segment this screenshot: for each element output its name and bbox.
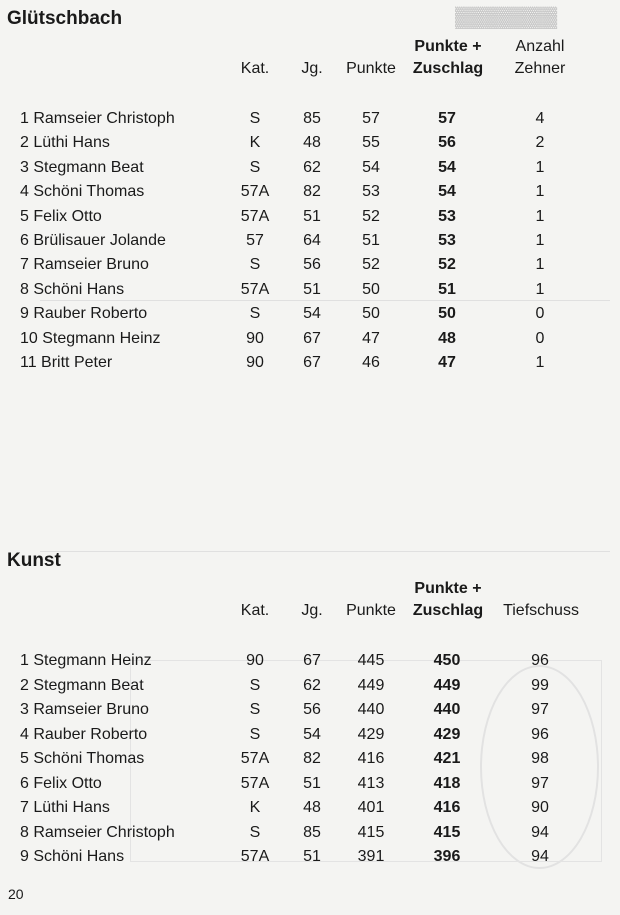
cell-jg: 51 xyxy=(303,280,321,298)
cell-kat: S xyxy=(249,158,261,176)
cell-zuschlag: 54 xyxy=(438,183,456,201)
cell-name: 10 Stegmann Heinz xyxy=(20,329,161,347)
cell-punkte: 429 xyxy=(357,725,385,743)
cell-name: 5 Felix Otto xyxy=(20,207,102,225)
cell-kat: K xyxy=(249,799,261,816)
cell-kat: S xyxy=(249,110,261,127)
section-title-gluetschbach: Glütschbach xyxy=(7,8,123,29)
cell-jg: 85 xyxy=(303,110,321,127)
cell-jg: 67 xyxy=(303,329,321,347)
cell-last: 1 xyxy=(535,354,545,371)
header-kat: Kat. xyxy=(240,602,270,619)
cell-kat: S xyxy=(249,256,261,274)
cell-punkte: 445 xyxy=(357,652,385,669)
cell-last: 4 xyxy=(535,110,545,127)
cell-kat: 90 xyxy=(246,354,264,371)
cell-jg: 62 xyxy=(303,158,321,176)
cell-last: 94 xyxy=(531,848,549,865)
cell-jg: 67 xyxy=(303,652,321,669)
cell-zuschlag: 54 xyxy=(438,158,456,176)
cell-last: 1 xyxy=(535,158,545,176)
cell-jg: 54 xyxy=(303,725,321,743)
cell-kat: S xyxy=(249,701,261,718)
cell-jg: 56 xyxy=(303,701,321,718)
cell-name: 6 Brülisauer Jolande xyxy=(20,232,166,249)
cell-jg: 82 xyxy=(303,750,321,767)
header-punkte: Punkte xyxy=(346,602,396,619)
cell-zuschlag: 50 xyxy=(438,305,456,323)
cell-kat: S xyxy=(249,676,261,694)
cell-jg: 51 xyxy=(303,848,321,865)
cell-zuschlag: 418 xyxy=(433,774,461,792)
cell-name: 1 Ramseier Christoph xyxy=(20,110,175,127)
cell-punkte: 416 xyxy=(357,750,385,767)
cell-kat: 57A xyxy=(240,750,270,767)
cell-name: 7 Lüthi Hans xyxy=(20,799,110,816)
cell-jg: 62 xyxy=(303,676,321,694)
cell-punkte: 47 xyxy=(362,329,380,347)
cell-kat: S xyxy=(249,823,261,841)
cell-name: 7 Ramseier Bruno xyxy=(20,256,149,274)
header-jg: Jg. xyxy=(301,602,323,619)
cell-zuschlag: 47 xyxy=(438,354,456,371)
cell-zuschlag: 415 xyxy=(433,823,461,841)
cell-name: 3 Stegmann Beat xyxy=(20,158,144,176)
cell-last: 96 xyxy=(531,725,549,743)
cell-punkte: 401 xyxy=(357,799,385,816)
cell-punkte: 391 xyxy=(357,848,385,865)
cell-jg: 51 xyxy=(303,207,321,225)
cell-last: 90 xyxy=(531,799,549,816)
cell-name: 2 Stegmann Beat xyxy=(20,676,144,694)
cell-zuschlag: 48 xyxy=(438,329,456,347)
cell-jg: 48 xyxy=(303,134,321,152)
cell-zuschlag: 416 xyxy=(433,799,461,816)
cell-last: 1 xyxy=(535,256,545,274)
cell-name: 5 Schöni Thomas xyxy=(20,750,145,767)
cell-last: 2 xyxy=(535,134,545,152)
header-kat: Kat. xyxy=(240,60,270,77)
cell-zuschlag: 396 xyxy=(433,848,461,865)
cell-name: 4 Rauber Roberto xyxy=(20,725,148,743)
cell-punkte: 50 xyxy=(362,280,380,298)
header-zuschlag-line1: Punkte + xyxy=(414,38,482,55)
cell-last: 0 xyxy=(535,305,545,323)
cell-last: 1 xyxy=(535,207,545,225)
cell-kat: 57A xyxy=(240,774,270,792)
cell-name: 9 Schöni Hans xyxy=(20,848,125,865)
cell-punkte: 53 xyxy=(362,183,380,201)
cell-last: 1 xyxy=(535,183,545,201)
cell-name: 6 Felix Otto xyxy=(20,774,102,792)
page-number: 20 xyxy=(8,886,24,902)
cell-zuschlag: 52 xyxy=(438,256,456,274)
cell-name: 8 Ramseier Christoph xyxy=(20,823,175,841)
cell-jg: 67 xyxy=(303,354,321,371)
header-tiefschuss: Tiefschuss xyxy=(503,602,579,619)
cell-jg: 56 xyxy=(303,256,321,274)
header-zuschlag-line2: Zuschlag xyxy=(412,602,484,619)
cell-last: 99 xyxy=(531,676,549,694)
cell-punkte: 413 xyxy=(357,774,385,792)
cell-kat: S xyxy=(249,725,261,743)
cell-last: 97 xyxy=(531,701,549,718)
cell-punkte: 55 xyxy=(362,134,380,152)
header-zehner: Zehner xyxy=(514,60,566,77)
cell-punkte: 415 xyxy=(357,823,385,841)
cell-punkte: 57 xyxy=(362,110,380,127)
header-anzahl: Anzahl xyxy=(515,38,565,55)
cell-last: 96 xyxy=(531,652,549,669)
cell-kat: 90 xyxy=(246,329,264,347)
cell-last: 1 xyxy=(535,232,545,249)
cell-kat: 90 xyxy=(246,652,264,669)
cell-last: 98 xyxy=(531,750,549,767)
cell-jg: 54 xyxy=(303,305,321,323)
cell-zuschlag: 449 xyxy=(433,676,461,694)
header-zuschlag-line1: Punkte + xyxy=(414,580,482,597)
cell-kat: S xyxy=(249,305,261,323)
cell-kat: 57A xyxy=(240,207,270,225)
cell-punkte: 54 xyxy=(362,158,380,176)
cell-jg: 64 xyxy=(303,232,321,249)
cell-jg: 82 xyxy=(303,183,321,201)
cell-name: 11 Britt Peter xyxy=(20,354,113,371)
cell-kat: 57A xyxy=(240,848,270,865)
cell-last: 0 xyxy=(535,329,545,347)
cell-zuschlag: 51 xyxy=(438,280,456,298)
cell-jg: 48 xyxy=(303,799,321,816)
cell-jg: 85 xyxy=(303,823,321,841)
cell-zuschlag: 53 xyxy=(438,232,456,249)
cell-punkte: 449 xyxy=(357,676,385,694)
cell-punkte: 46 xyxy=(362,354,380,371)
cell-zuschlag: 429 xyxy=(433,725,461,743)
cell-jg: 51 xyxy=(303,774,321,792)
cell-zuschlag: 56 xyxy=(438,134,456,152)
header-zuschlag-line2: Zuschlag xyxy=(412,60,484,77)
cell-kat: 57A xyxy=(240,183,270,201)
cell-name: 1 Stegmann Heinz xyxy=(20,652,152,669)
cell-name: 2 Lüthi Hans xyxy=(20,134,110,152)
cell-name: 8 Schöni Hans xyxy=(20,280,125,298)
cell-punkte: 52 xyxy=(362,256,380,274)
cell-name: 4 Schöni Thomas xyxy=(20,183,145,201)
cell-last: 94 xyxy=(531,823,549,841)
cell-kat: 57A xyxy=(240,280,270,298)
section-title-kunst: Kunst xyxy=(7,550,61,571)
cell-name: 9 Rauber Roberto xyxy=(20,305,148,323)
cell-zuschlag: 421 xyxy=(433,750,461,767)
header-jg: Jg. xyxy=(301,60,323,77)
show-through-decoration: ▓▓▓▓▓▓▓ xyxy=(455,6,558,28)
cell-punkte: 51 xyxy=(362,232,380,249)
header-punkte: Punkte xyxy=(346,60,396,77)
cell-punkte: 50 xyxy=(362,305,380,323)
cell-kat: 57 xyxy=(246,232,264,249)
cell-zuschlag: 450 xyxy=(433,652,461,669)
cell-name: 3 Ramseier Bruno xyxy=(20,701,149,718)
cell-last: 97 xyxy=(531,774,549,792)
cell-punkte: 440 xyxy=(357,701,385,718)
cell-last: 1 xyxy=(535,280,545,298)
cell-punkte: 52 xyxy=(362,207,380,225)
cell-zuschlag: 57 xyxy=(438,110,456,127)
cell-kat: K xyxy=(249,134,261,152)
cell-zuschlag: 440 xyxy=(433,701,461,718)
cell-zuschlag: 53 xyxy=(438,207,456,225)
